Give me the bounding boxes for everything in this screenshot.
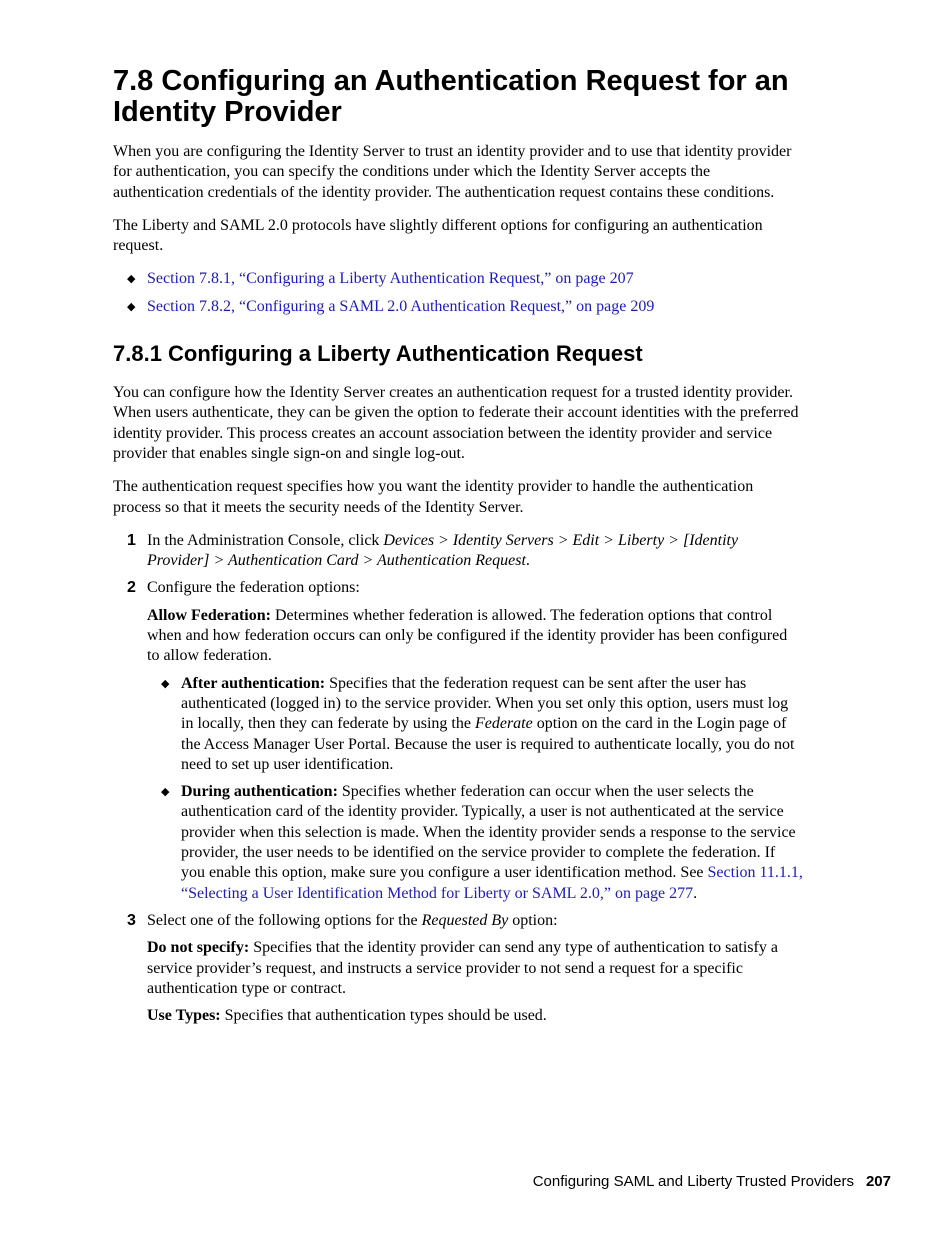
- subsection-paragraph-1: You can configure how the Identity Server creates an authentication request for a trusted identity provider. When users authenticate, they can be given the option to federate their account identities with the preferred identity provider. This process creates an account association between the identity provider and service provider that enables single sign-on and single log-out.: [113, 384, 799, 462]
- step-text: Select one of the following options for the: [147, 911, 422, 929]
- link-section-7-8-1[interactable]: Section 7.8.1, “Configuring a Liberty Authentication Request,” on page 207: [147, 270, 634, 288]
- step-number: 3: [127, 911, 136, 929]
- option-description: Specifies that authentication types should be used.: [220, 1007, 547, 1025]
- option-description: Specifies whether federation can occur when the user selects the authentication card of the identity provider. Typically, a user is not authenticated at the service provider when this selection is made. When the identity provider sends a response to the service provider, the user needs to be identified on the service provider to complete the federation. If you enable this option, make sure you configure a user identification method. See: [181, 783, 796, 882]
- option-label: Use Types:: [147, 1007, 221, 1025]
- step-2: [113, 578, 803, 903]
- step-text: In the Administration Console, click: [147, 531, 384, 549]
- diamond-bullet-icon: ◆: [127, 272, 136, 286]
- option-label: During authentication:: [181, 783, 338, 801]
- list-item: [147, 782, 803, 904]
- link-section-11-1-1[interactable]: Section 11.1.1, “Selecting a User Identification Method for Liberty or SAML 2.0,” on page 277: [181, 864, 803, 902]
- diamond-bullet-icon: ◆: [161, 785, 170, 799]
- step-1: [113, 531, 803, 572]
- ui-path: Devices > Identity Servers > Edit > Liberty > [Identity Provider] > Authentication Card > Authentication Request: [147, 531, 739, 570]
- diamond-bullet-icon: ◆: [127, 299, 136, 313]
- subsection-title: 7.8.1 Configuring a Liberty Authentication Request: [113, 341, 643, 367]
- step-number: 2: [127, 579, 136, 597]
- step-text: option:: [508, 911, 558, 929]
- footer-title: Configuring SAML and Liberty Trusted Providers: [532, 1173, 854, 1190]
- option-label: Do not specify:: [147, 939, 250, 957]
- option-description: Determines whether federation is allowed. The federation options that control when and how federation occurs can only be configured if the identity provider has been configured to allow federation.: [147, 606, 788, 665]
- subsection-paragraph-2: The authentication request specifies how you want the identity provider to handle the authentication process so that it meets the security needs of the Identity Server.: [113, 478, 754, 516]
- document-body: [113, 66, 803, 1033]
- option-description: option on the card in the Login page of the Access Manager User Portal. Because the user is required to authenticate locally, you do not need to set up user identification.: [181, 715, 795, 773]
- option-emphasis: Federate: [474, 715, 533, 733]
- step-3-text: [147, 911, 803, 931]
- list-item: [113, 269, 803, 289]
- list-item: [147, 674, 803, 775]
- step-text-end: .: [525, 552, 530, 570]
- option-description: Specifies that the federation request can be sent after the user has authenticated (logged in) to the service provider. When you set only this option, users must log in locally, then they can federate by using the: [181, 674, 789, 733]
- intro-paragraph-1: When you are configuring the Identity Server to trust an identity provider and to use that identity provider for authentication, you can specify the conditions under which the Identity Server accepts the authentication credentials of the identity provider. The authentication request contains these conditions.: [113, 143, 792, 201]
- intro-paragraph-2: The Liberty and SAML 2.0 protocols have slightly different options for configuring an authentication request.: [113, 216, 763, 255]
- use-types-paragraph: [147, 1006, 803, 1026]
- option-emphasis: Requested By: [421, 911, 509, 929]
- do-not-specify-paragraph: [147, 938, 803, 999]
- option-label: Allow Federation:: [147, 606, 271, 624]
- link-section-7-8-2[interactable]: Section 7.8.2, “Configuring a SAML 2.0 Authentication Request,” on page 209: [147, 297, 655, 315]
- step-number: 1: [127, 531, 136, 549]
- step-1-text: [147, 531, 803, 572]
- diamond-bullet-icon: ◆: [161, 676, 170, 690]
- step-3: [113, 911, 803, 1026]
- section-link-list: [113, 269, 803, 317]
- option-label: After authentication:: [181, 674, 326, 692]
- section-title: 7.8 Configuring an Authentication Request for an Identity Provider: [113, 65, 789, 128]
- option-description-end: .: [693, 884, 698, 902]
- list-item: [113, 297, 803, 317]
- page-footer: [533, 1173, 891, 1191]
- option-description: Specifies that the identity provider can send any type of authentication to satisfy a service provider’s request, and instructs a service provider to not send a request for a specific authentication type or contract.: [147, 939, 778, 997]
- page-number: 207: [865, 1173, 891, 1190]
- step-2-text: Configure the federation options:: [147, 579, 360, 597]
- federation-option-list: [147, 674, 803, 904]
- allow-federation-paragraph: [147, 606, 803, 667]
